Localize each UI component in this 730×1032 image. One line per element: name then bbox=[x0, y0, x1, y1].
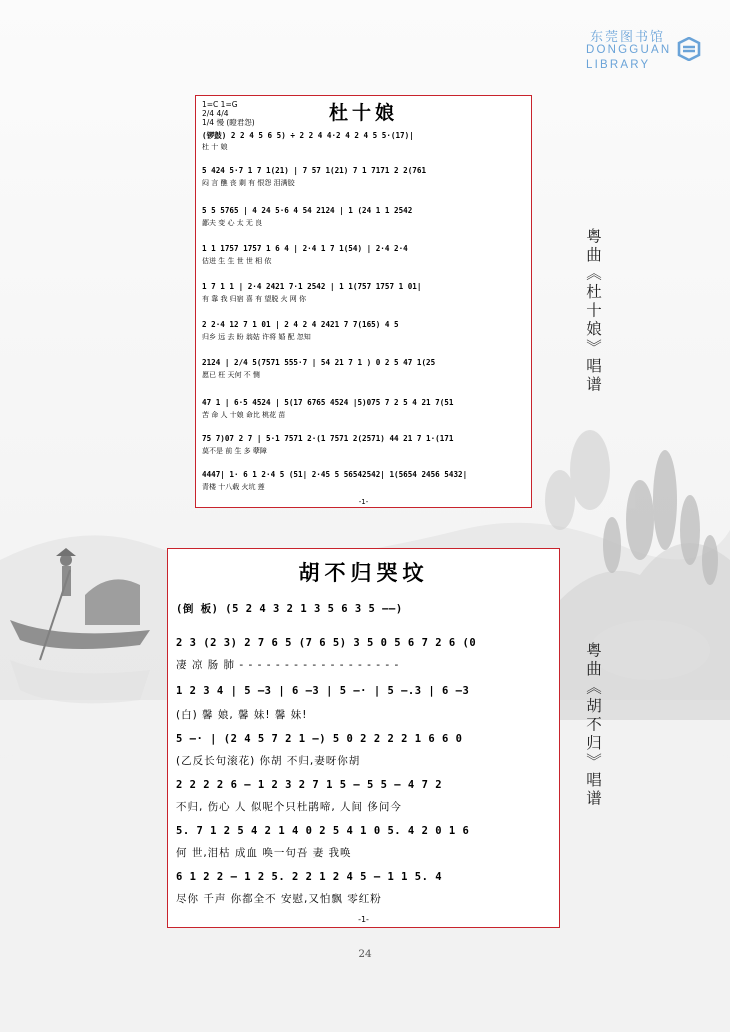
notation-line: 5 5 5765 | 4 24 5·6 4 54 2124 | 1 (24 1 1 2542 bbox=[202, 206, 413, 215]
notation-line: 5 —· | (2 4 5 7 2 1 —) 5 0 2 2 2 2 1 6 6 0 bbox=[176, 733, 463, 745]
page-number: 24 bbox=[358, 948, 372, 960]
notation-line: 6 1 2 2 — 1 2 5. 2 2 1 2 4 5 — 1 1 5. 4 bbox=[176, 871, 443, 883]
lyrics-line: (白) 馨 娘, 馨 妹! 馨 妹! bbox=[176, 709, 308, 721]
library-emblem-icon bbox=[676, 37, 702, 61]
notation-line: (倒 板) (5 2 4 3 2 1 3 5 6 3 5 ——) bbox=[176, 603, 403, 615]
caption-hu-bu-gui: 粤曲《胡不归》唱谱 bbox=[584, 642, 602, 809]
lyrics-line: 鄙夫 变 心 太 无 良 bbox=[202, 219, 263, 227]
notation-line: 2 3 (2 3) 2 7 6 5 (7 6 5) 3 5 0 5 6 7 2 6 (0 bbox=[176, 637, 477, 649]
lyrics-line: 闷 言 醮 丧 剩 有 恨怨 泪满胶 bbox=[202, 179, 295, 187]
score-header-line: 1=C 1=G bbox=[202, 100, 238, 109]
lyrics-line: (乙反长句滚花) 你胡 不归,妻呀你胡 bbox=[176, 755, 361, 767]
lyrics-line: 不归, 伤心 人 似呢个只杜鹃啼, 人间 侈问今 bbox=[176, 801, 402, 813]
notation-line: 4447| 1· 6 1 2·4 5 (51| 2·45 5 56542542| 1(5654 2456 5432| bbox=[202, 470, 468, 479]
score-title: 杜十娘 bbox=[328, 102, 398, 124]
caption-du-shi-niang: 粤曲《杜十娘》唱谱 bbox=[584, 228, 602, 395]
score-hu-bu-gui bbox=[167, 548, 560, 928]
notation-line: 2 2·4 12 7 1 01 | 2 4 2 4 2421 7 7(165) 4 5 bbox=[202, 320, 399, 329]
lyrics-line: 有 靠 我 归宿 喜 有 望脱 火 网 你 bbox=[202, 295, 307, 303]
lyrics-line: 杜 十 娘 bbox=[202, 143, 228, 151]
notation-line: (锣鼓) 2 2 4 5 6 5) ÷ 2 2 4 4·2 4 2 4 5 5·(17)| bbox=[202, 131, 414, 140]
logo-english-line1: DONGGUAN bbox=[586, 44, 672, 56]
lyrics-line: 凄 凉 肠 肺 - - - - - - - - - - - - - - - - - - bbox=[176, 659, 400, 671]
score-title: 胡不归哭坟 bbox=[298, 560, 429, 585]
lyrics-line: 莫不是 前 生 多 孽障 bbox=[202, 447, 267, 455]
lyrics-line: 何 世,泪枯 成血 唤一句吾 妻 我唤 bbox=[176, 847, 352, 859]
lyrics-line: 尽你 千声 你都全不 安慰,又怕飘 零红粉 bbox=[176, 893, 382, 905]
notation-line: 2 2 2 2 6 — 1 2 3 2 7 1 5 — 5 5 — 4 7 2 bbox=[176, 779, 443, 791]
score-page-mark: -1- bbox=[358, 498, 369, 506]
notation-line: 1 7 1 1 | 2·4 2421 7·1 2542 | 1 1(757 1757 1 01| bbox=[202, 282, 422, 291]
lyrics-line: 青楼 十八载 火坑 莲 bbox=[202, 483, 265, 491]
lyrics-line: 归乡 远 去 盼 翁姑 许将 婚 配 忽知 bbox=[202, 333, 311, 341]
logo-english-line2: LIBRARY bbox=[586, 59, 651, 71]
score-header-line: 2/4 4/4 bbox=[202, 109, 229, 118]
notation-line: 2124 | 2/4 5(7571 555·7 | 54 21 7 1 ) 0 2 5 47 1(25 bbox=[202, 358, 436, 367]
library-logo bbox=[584, 22, 716, 78]
score-du-shi-niang bbox=[195, 95, 532, 508]
lyrics-line: 苦 命 人 十娘 命比 桃花 苗 bbox=[202, 411, 286, 419]
notation-line: 5 424 5·7 1 7 1(21) | 7 57 1(21) 7 1 7171 2 2(761 bbox=[202, 166, 427, 175]
notation-line: 1 1 1757 1757 1 6 4 | 2·4 1 7 1(54) | 2·4 2·4 bbox=[202, 244, 408, 253]
notation-line: 5. 7 1 2 5 4 2 1 4 0 2 5 4 1 0 5. 4 2 0 1 6 bbox=[176, 825, 470, 837]
notation-line: 47 1 | 6·5 4524 | 5(17 6765 4524 |5)075 7 2 5 4 21 7(51 bbox=[202, 398, 454, 407]
score-header-line: 1/4 慢 (瞪君怨) bbox=[202, 118, 255, 127]
notation-line: 1 2 3 4 | 5 —3 | 6 —3 | 5 —· | 5 —.3 | 6 —3 bbox=[176, 685, 470, 697]
lyrics-line: 估迸 生 生 世 世 相 依 bbox=[202, 257, 272, 265]
logo-chinese-name: 东莞图书馆 bbox=[590, 30, 666, 45]
lyrics-line: 愿已 枉 天何 不 恻 bbox=[202, 371, 260, 379]
notation-line: 75 7)07 2 7 | 5·1 7571 2·(1 7571 2(2571) 44 21 7 1·(171 bbox=[202, 434, 454, 443]
score-page-mark: -1- bbox=[358, 915, 369, 924]
